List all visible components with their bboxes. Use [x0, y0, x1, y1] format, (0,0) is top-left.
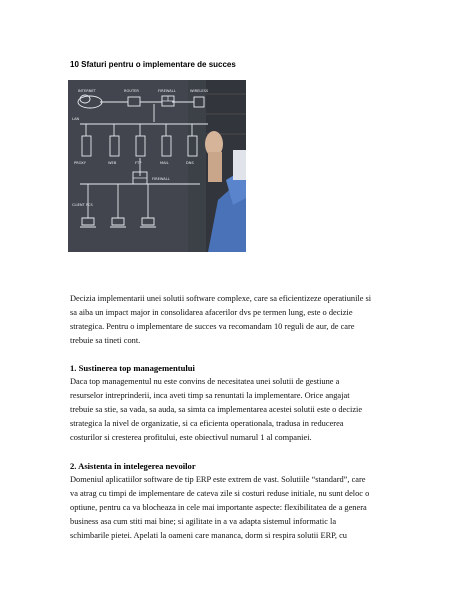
text-line: strategica. Pentru o implementare de succes va recomandam 10 reguli de aur, de care	[70, 322, 355, 331]
text-line: strategica la nivel de organizatie, si ca eficienta operationala, tradusa in reducerea	[70, 419, 344, 428]
figure-label: WEB	[108, 161, 117, 165]
intro-paragraph	[70, 292, 406, 348]
figure-label: MAIL	[160, 161, 169, 165]
section-paragraph	[70, 375, 406, 445]
document-title: 10 Sfaturi pentru o implementare de succes	[70, 60, 236, 69]
text-line: resurselor intreprinderii, inca aveti timp sa renuntati la implementare. Orice angajat	[70, 391, 350, 400]
text-line: schimbarile pietei. Apelati la oameni care mananca, dorm si respira solutii ERP, cu	[70, 531, 347, 540]
text-line: trebuie sa stie, sa vada, sa auda, sa simta ca implementarea acestei solutii este o decizie	[70, 405, 363, 414]
section-paragraph	[70, 473, 406, 543]
figure-label: LAN	[72, 117, 80, 121]
text-line: Daca top managementul nu este convins de necesitatea unei solutii de gestiune a	[70, 377, 340, 386]
figure-label: FTP	[135, 161, 142, 165]
figure-label: FIREWALL	[158, 89, 176, 93]
figure-label: PROXY	[74, 161, 86, 165]
section-heading: 1. Sustinerea top managementului	[70, 363, 195, 373]
text-line: Decizia implementarii unei solutii software complexe, care sa eficientizeze operatiunile si	[70, 294, 372, 303]
figure-label: DNS	[186, 161, 194, 165]
text-line: Domeniul aplicatiilor software de tip ERP este extrem de vast. Solutiile “standard”, care	[70, 475, 366, 484]
text-line: sa aiba un impact major in consolidarea afacerilor dvs pe termen lung, este o decizie	[70, 308, 353, 317]
figure-label: INTERNET	[78, 89, 96, 93]
text-line: costurilor si cresterea profitului, este obiectivul numarul 1 al companiei.	[70, 433, 312, 442]
figure-label: CLIENT PCS	[72, 203, 93, 207]
figure-label: FIREWALL	[152, 177, 170, 181]
section-heading: 2. Asistenta in intelegerea nevoilor	[70, 461, 196, 471]
text-line: business asa cum stiti mai bine; si agilitate in a va adapta sistemul informatic la	[70, 517, 337, 526]
figure-label: ROUTER	[124, 89, 139, 93]
text-line: optiune, pentru ca va blocheaza in cele mai importante aspecte: flexibilitatea de a genera	[70, 503, 367, 512]
text-line: trebuie sa tineti cont.	[70, 336, 141, 345]
network-diagram-drawing	[68, 80, 246, 252]
network-diagram-photo	[68, 80, 246, 252]
text-line: va atrag cu timpi de implementare de cateva zile si costuri reduse initiale, nu sunt deloc o	[70, 489, 370, 498]
figure-label: WIRELESS	[190, 89, 209, 93]
